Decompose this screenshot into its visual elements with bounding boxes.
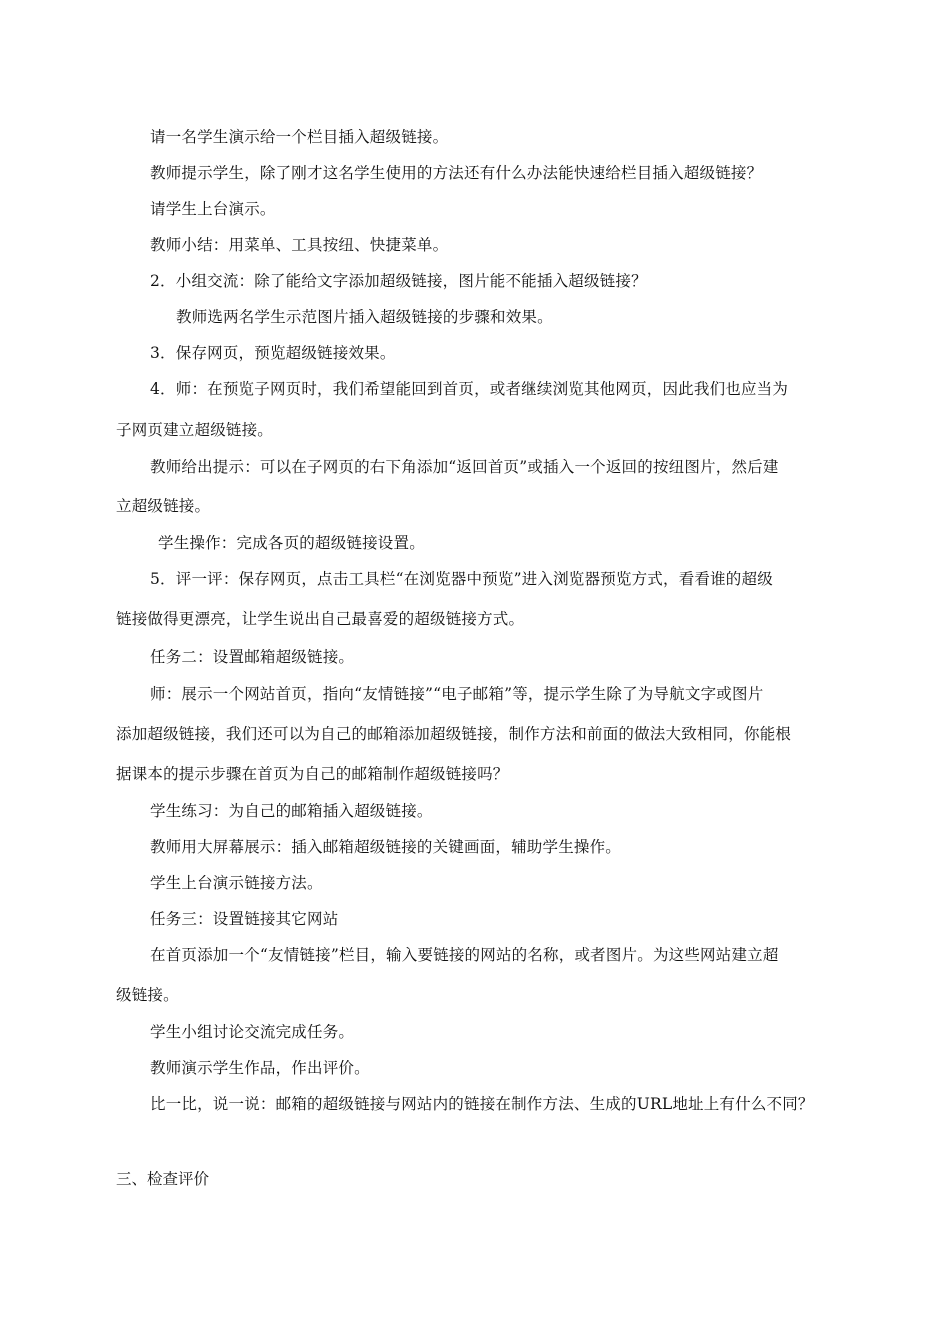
paragraph-line: 链接做得更漂亮，让学生说出自己最喜爱的超级链接方式。 <box>116 610 525 628</box>
paragraph-line: 3．保存网页，预览超级链接效果。 <box>150 344 396 362</box>
paragraph-line: 立超级链接。 <box>116 497 211 515</box>
paragraph-line: 师：展示一个网站首页，指向“友情链接”“电子邮箱”等，提示学生除了为导航文字或图片 <box>150 685 764 703</box>
paragraph-line: 教师选两名学生示范图片插入超级链接的步骤和效果。 <box>176 308 553 326</box>
section-heading: 三、检查评价 <box>116 1170 210 1188</box>
paragraph-line: 添加超级链接，我们还可以为自己的邮箱添加超级链接，制作方法和前面的做法大致相同，你能根 <box>116 725 792 743</box>
paragraph-line: 学生上台演示链接方法。 <box>150 874 323 892</box>
paragraph-line: 级链接。 <box>116 986 179 1004</box>
paragraph-line: 据课本的提示步骤在首页为自己的邮箱制作超级链接吗？ <box>116 765 509 783</box>
paragraph-line: 2．小组交流：除了能给文字添加超级链接，图片能不能插入超级链接？ <box>150 272 647 290</box>
paragraph-line: 学生操作：完成各页的超级链接设置。 <box>158 534 425 552</box>
paragraph-line: 请学生上台演示。 <box>150 200 276 218</box>
paragraph-line: 比一比，说一说：邮箱的超级链接与网站内的链接在制作方法、生成的URL地址上有什么不同？ <box>150 1095 814 1113</box>
paragraph-line: 请一名学生演示给一个栏目插入超级链接。 <box>150 128 449 146</box>
paragraph-line: 4．师：在预览子网页时，我们希望能回到首页，或者继续浏览其他网页，因此我们也应当为 <box>150 380 789 398</box>
paragraph-line: 学生练习：为自己的邮箱插入超级链接。 <box>150 802 433 820</box>
paragraph-line: 教师用大屏幕展示：插入邮箱超级链接的关键画面，辅助学生操作。 <box>150 838 622 856</box>
paragraph-line: 教师提示学生，除了刚才这名学生使用的方法还有什么办法能快速给栏目插入超级链接？ <box>150 164 763 182</box>
paragraph-line: 教师演示学生作品，作出评价。 <box>150 1059 370 1077</box>
paragraph-line: 教师小结：用菜单、工具按纽、快捷菜单。 <box>150 236 449 254</box>
paragraph-line: 5．评一评：保存网页，点击工具栏“在浏览器中预览”进入浏览器预览方式，看看谁的超级 <box>150 570 773 588</box>
paragraph-line: 教师给出提示：可以在子网页的右下角添加“返回首页”或插入一个返回的按纽图片，然后建 <box>150 458 779 476</box>
paragraph-line: 任务二：设置邮箱超级链接。 <box>150 648 355 666</box>
paragraph-line: 在首页添加一个“友情链接”栏目，输入要链接的网站的名称，或者图片。为这些网站建立超 <box>150 946 779 964</box>
paragraph-line: 任务三：设置链接其它网站 <box>150 910 339 928</box>
paragraph-line: 学生小组讨论交流完成任务。 <box>150 1023 355 1041</box>
paragraph-line: 子网页建立超级链接。 <box>116 421 274 439</box>
